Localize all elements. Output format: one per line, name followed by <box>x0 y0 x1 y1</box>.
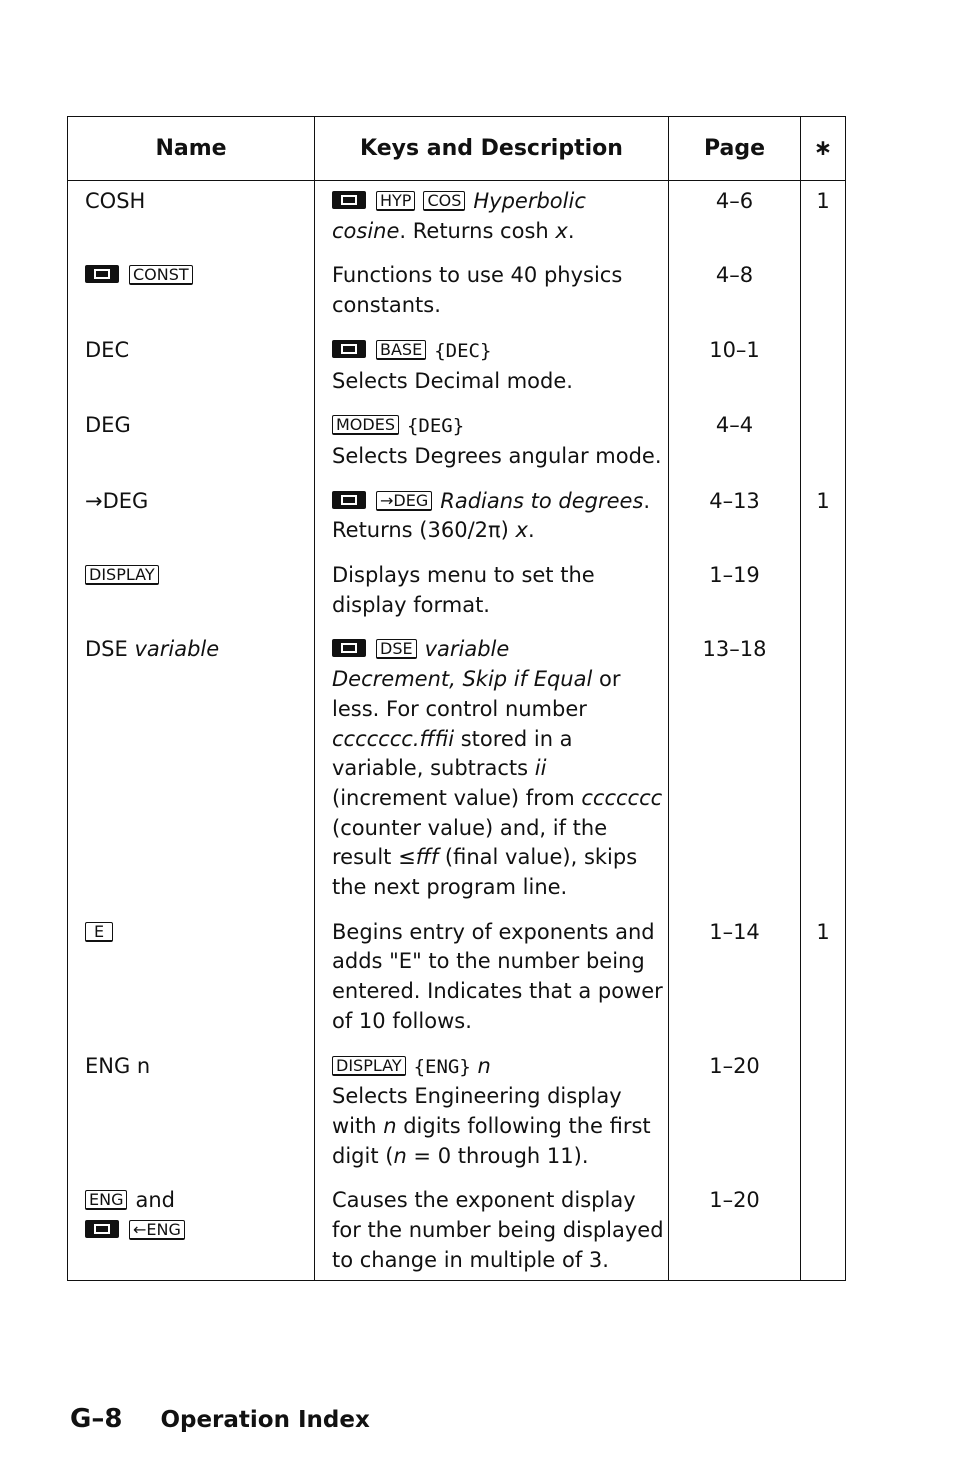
left-shift-key-icon <box>332 191 366 209</box>
table-row <box>68 635 846 917</box>
entry-name: DEG <box>68 411 315 486</box>
operation-index-table <box>67 116 846 1281</box>
entry-description: HYP COS Hyperbolic cosine. Returns cosh x. <box>315 181 669 262</box>
entry-star: 1 <box>801 487 846 561</box>
entry-star <box>801 336 846 411</box>
entry-star <box>801 411 846 486</box>
key-label: DISPLAY <box>85 565 159 585</box>
entry-star: 1 <box>801 181 846 262</box>
key-label: DSE <box>376 639 417 659</box>
entry-description: DISPLAY {ENG} n Selects Engineering display with n digits following the first digit (n = 0 through 11). <box>315 1052 669 1187</box>
entry-name <box>68 918 315 1052</box>
section-title: Operation Index <box>160 1407 370 1433</box>
right-shift-key-icon <box>85 1220 119 1238</box>
header-desc: Keys and Description <box>315 117 669 181</box>
entry-page: 4–4 <box>669 411 801 486</box>
entry-description: Functions to use 40 physics constants. <box>315 261 669 335</box>
left-shift-key-icon <box>332 491 366 509</box>
entry-page: 4–13 <box>669 487 801 561</box>
key-label: E <box>85 922 113 942</box>
left-shift-key-icon <box>332 340 366 358</box>
entry-name: DSE variable <box>68 635 315 917</box>
page-number: G–8 <box>70 1404 123 1434</box>
key-label: CONST <box>129 265 193 285</box>
menu-label: {DEG} <box>406 415 465 438</box>
key-label: BASE <box>376 340 426 360</box>
entry-description: →DEG Radians to degrees. Returns (360/2π) x. <box>315 487 669 561</box>
entry-description: Displays menu to set the display format. <box>315 561 669 635</box>
menu-label: {ENG} <box>413 1055 471 1078</box>
entry-star <box>801 261 846 335</box>
entry-star <box>801 561 846 635</box>
entry-name <box>68 261 315 335</box>
entry-name: ENG n <box>68 1052 315 1187</box>
table-row <box>68 411 846 486</box>
entry-star: 1 <box>801 918 846 1052</box>
table-row <box>68 561 846 635</box>
entry-star <box>801 1052 846 1187</box>
entry-page: 4–8 <box>669 261 801 335</box>
key-label: HYP <box>376 191 415 211</box>
table-row <box>68 336 846 411</box>
entry-description: Begins entry of exponents and adds "E" to the number being entered. Indicates that a power of 10 follows. <box>315 918 669 1052</box>
entry-name: COSH <box>68 181 315 262</box>
entry-name: →DEG <box>68 487 315 561</box>
key-label: →DEG <box>376 491 432 511</box>
entry-description: BASE {DEC} Selects Decimal mode. <box>315 336 669 411</box>
entry-page: 13–18 <box>669 635 801 917</box>
page-footer <box>70 1404 370 1434</box>
key-label: ENG <box>85 1190 127 1210</box>
right-shift-key-icon <box>85 265 119 283</box>
entry-star <box>801 1186 846 1280</box>
entry-description: Causes the exponent display for the number being displayed to change in multiple of 3. <box>315 1186 669 1280</box>
header-row <box>68 117 846 181</box>
entry-page: 1–20 <box>669 1052 801 1187</box>
entry-page: 10–1 <box>669 336 801 411</box>
entry-page: 4–6 <box>669 181 801 262</box>
header-name: Name <box>68 117 315 181</box>
key-label: COS <box>423 191 465 211</box>
key-label: MODES <box>332 415 399 435</box>
header-star: ∗ <box>801 117 846 181</box>
entry-description: DSE variable Decrement, Skip if Equal or less. For control number ccccccc.fffii stored in a variable, subtracts ii (increment value) from ccccccc (counter value) and, if the result ≤fff (final value), skips the next program line. <box>315 635 669 917</box>
header-page: Page <box>669 117 801 181</box>
right-shift-key-icon <box>332 639 366 657</box>
table-row <box>68 261 846 335</box>
entry-name <box>68 561 315 635</box>
table-row <box>68 918 846 1052</box>
table-row <box>68 487 846 561</box>
table-row <box>68 181 846 262</box>
entry-page: 1–19 <box>669 561 801 635</box>
table-row <box>68 1186 846 1280</box>
entry-name: DEC <box>68 336 315 411</box>
entry-page: 1–14 <box>669 918 801 1052</box>
entry-page: 1–20 <box>669 1186 801 1280</box>
menu-label: {DEC} <box>434 339 492 362</box>
entry-star <box>801 635 846 917</box>
key-label: DISPLAY <box>332 1056 406 1076</box>
key-label: ←ENG <box>129 1220 185 1240</box>
entry-description: MODES {DEG} Selects Degrees angular mode. <box>315 411 669 486</box>
table-row <box>68 1052 846 1187</box>
entry-name: ENG and ←ENG <box>68 1186 315 1280</box>
